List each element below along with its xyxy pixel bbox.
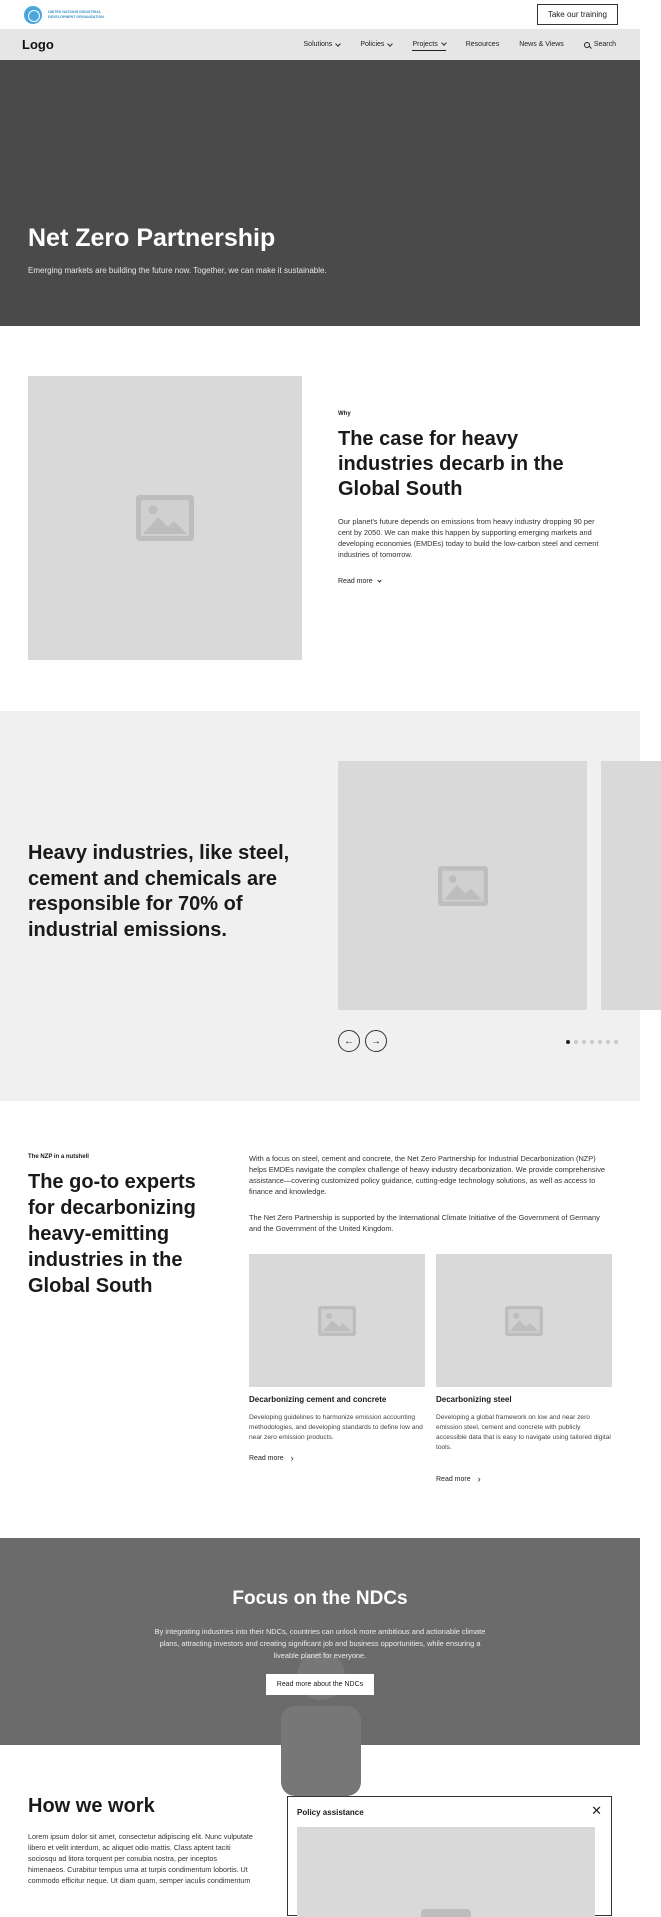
search-label: Search <box>593 41 616 48</box>
panel-image-placeholder <box>297 1827 595 1917</box>
ndc-read-more-button[interactable]: Read more about the NDCs <box>266 1674 374 1695</box>
carousel-slide-2[interactable] <box>601 761 661 1010</box>
why-image-placeholder <box>28 376 302 660</box>
image-icon <box>421 1909 471 1917</box>
arrow-right-icon: → <box>371 1035 381 1047</box>
image-icon <box>136 495 194 541</box>
how-we-work-title: How we work <box>28 1795 155 1817</box>
chevron-down-icon <box>377 578 381 582</box>
nav-item-label: Solutions <box>303 41 333 48</box>
chevron-right-icon: › <box>290 1453 294 1463</box>
org-logo[interactable] <box>24 6 118 24</box>
nav-item-resources[interactable] <box>466 39 499 50</box>
carousel-dot[interactable] <box>574 1040 578 1044</box>
chevron-down-icon <box>335 41 341 47</box>
un-emblem-icon <box>24 6 42 24</box>
close-icon[interactable]: ✕ <box>591 1803 602 1818</box>
stat-headline: Heavy industries, like steel, cement and chemicals are responsible for 70% of industrial emissions. <box>28 842 290 941</box>
take-training-button[interactable]: Take our training <box>537 4 618 25</box>
why-label: Why <box>338 411 351 417</box>
carousel-dot[interactable] <box>598 1040 602 1044</box>
nav-item-label: News & Views <box>519 41 564 48</box>
nutshell-paragraph-1: With a focus on steel, cement and concrete, the Net Zero Partnership for Industrial Decarbonization (NZP) helps EMDEs navigate the complex challenge of heavy industry decarbonization. We provide comprehensive assistance—covering customized policy guidance, cutting-edge technology solutions, as well as access to finance and knowledge. <box>249 1154 606 1196</box>
image-icon <box>438 866 488 906</box>
carousel-prev-button[interactable] <box>338 1030 360 1052</box>
chevron-right-icon: › <box>477 1474 481 1484</box>
nav-links <box>284 39 616 51</box>
read-more-label: Read more <box>249 1454 284 1462</box>
why-body: Our planet's future depends on emissions from heavy industry dropping 90 per cent by 2050. We can make this happen by supporting emerging markets and developing economies (EMDEs) today to build the low-carbon steel and cement industries of tomorrow. <box>338 517 599 559</box>
carousel-dot[interactable] <box>606 1040 610 1044</box>
image-icon-graphic <box>136 495 194 541</box>
utility-bar <box>0 0 640 29</box>
nav-item-projects[interactable] <box>412 39 445 51</box>
chevron-down-icon <box>441 40 447 46</box>
nutshell-label: The NZP in a nutshell <box>28 1154 89 1160</box>
nav-item-solutions[interactable] <box>304 39 341 50</box>
carousel-dot[interactable] <box>566 1040 570 1044</box>
card-steel-title[interactable]: Decarbonizing steel <box>436 1395 512 1404</box>
carousel-dot[interactable] <box>614 1040 618 1044</box>
policy-assistance-panel <box>287 1796 612 1916</box>
nutshell-title: The go-to experts for decarbonizing heavy-emitting industries in the Global South <box>28 1171 196 1297</box>
read-more-label: Read more <box>436 1475 471 1483</box>
org-name: UNITED NATIONS INDUSTRIAL DEVELOPMENT ORGANIZATION <box>48 10 104 19</box>
ndc-banner <box>0 1538 640 1745</box>
card-steel-read-more-link[interactable] <box>436 1474 481 1484</box>
main-nav <box>0 29 640 60</box>
hero-banner <box>0 60 640 326</box>
panel-title: Policy assistance <box>297 1808 364 1817</box>
why-read-more-link[interactable] <box>338 578 381 585</box>
card-steel-body: Developing a global framework on low and near zero emission steel, cement and concrete with publicly accessible data that is easy to navigate using tailored digital tools. <box>436 1414 611 1451</box>
card-cement-title[interactable]: Decarbonizing cement and concrete <box>249 1395 387 1404</box>
card-steel-image-placeholder <box>436 1254 612 1387</box>
nav-item-label: Resources <box>465 41 500 48</box>
nav-item-label: Policies <box>360 41 385 48</box>
nutshell-paragraph-2: The Net Zero Partnership is supported by the International Climate Initiative of the Government of Germany and the Government of the United Kingdom. <box>249 1213 600 1233</box>
read-more-label: Read more <box>338 578 373 585</box>
nav-search[interactable] <box>584 39 616 50</box>
card-cement-image-placeholder <box>249 1254 425 1387</box>
nav-item-news-views[interactable] <box>519 39 564 50</box>
ndc-body: By integrating industries into their NDCs, countries can unlock more ambitious and actionable climate plans, attracting investors and creating significant job and business opportunities, while ensuring a liveable planet for everyone. <box>154 1627 486 1660</box>
hero-title: Net Zero Partnership <box>28 224 276 252</box>
nav-item-policies[interactable] <box>360 39 392 50</box>
hero-subtitle: Emerging markets are building the future now. Together, we can make it sustainable. <box>28 266 327 275</box>
arrow-left-icon: ← <box>344 1035 354 1047</box>
site-logo[interactable]: Logo <box>22 37 54 52</box>
carousel-dots <box>566 1040 618 1044</box>
card-cement-body: Developing guidelines to harmonize emission accounting methodologies, and developing standards to define low and near zero emission products. <box>249 1414 423 1441</box>
carousel-next-button[interactable] <box>365 1030 387 1052</box>
ndc-title: Focus on the NDCs <box>232 1588 408 1609</box>
chevron-down-icon <box>388 41 394 47</box>
how-we-work-body: Lorem ipsum dolor sit amet, consectetur adipiscing elit. Nunc vulputate libero et velit interdum, ac aliquet odio mattis. Class aptent taciti sociosqu ad litora torquent per conubia nostra, per inceptos himenaeos. Curabitur tempus urna at turpis condimentum lobortis. Ut commodo efficitur neque. Ut diam quam, semper iaculis condimentum <box>28 1832 253 1885</box>
nav-item-label: Projects <box>412 40 438 48</box>
carousel-slide-1[interactable] <box>338 761 587 1010</box>
search-icon <box>584 42 590 48</box>
carousel-dot[interactable] <box>590 1040 594 1044</box>
carousel-dot[interactable] <box>582 1040 586 1044</box>
image-icon <box>505 1306 543 1336</box>
stat-band <box>0 711 640 1101</box>
image-icon <box>318 1306 356 1336</box>
why-title: The case for heavy industries decarb in the Global South <box>338 428 564 500</box>
card-cement-read-more-link[interactable] <box>249 1453 294 1463</box>
